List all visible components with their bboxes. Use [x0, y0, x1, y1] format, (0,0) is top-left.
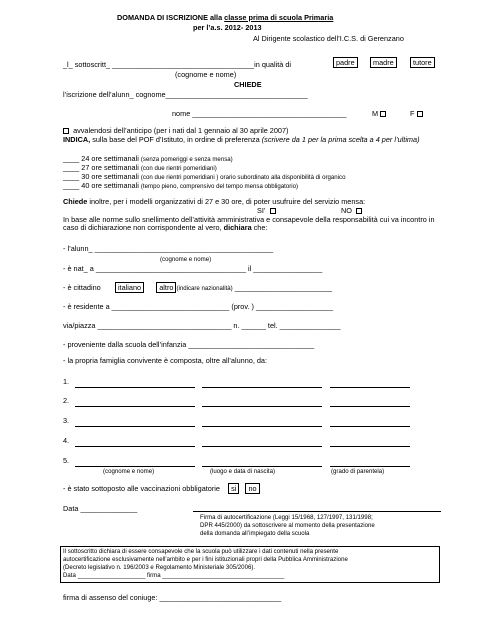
- vaccini-row: [63, 485, 260, 493]
- nazionalita-field[interactable]: ________________________: [234, 283, 333, 292]
- form-title: [117, 14, 333, 22]
- via-field[interactable]: via/piazza _________________________________ n. ______ tel. _______________: [63, 321, 341, 330]
- family-birth-field[interactable]: [202, 406, 322, 407]
- nome-line: nome ______________________________________: [172, 109, 347, 118]
- declaration-paragraph: [63, 216, 441, 233]
- option-blank[interactable]: ____: [63, 154, 80, 163]
- family-row-number: 5.: [63, 456, 70, 465]
- gender-m-label: M: [372, 109, 379, 118]
- signer-line: _l_ sottoscritt_ ___________________________________in qualità di: [63, 60, 292, 69]
- family-relation-field[interactable]: [330, 406, 410, 407]
- role-padre-label[interactable]: padre: [333, 57, 358, 68]
- family-name-field[interactable]: [75, 406, 195, 407]
- gender-f-label: F: [410, 109, 415, 118]
- privacy-data-firma[interactable]: Data ____________________ firma ____________________________________: [63, 572, 285, 579]
- altro-option[interactable]: altro: [156, 282, 176, 293]
- role-tutore-label[interactable]: tutore: [410, 57, 435, 68]
- cittadinanza-row: [63, 284, 332, 292]
- family-relation-field[interactable]: [330, 466, 410, 467]
- vaccini-no-option[interactable]: no: [245, 483, 259, 494]
- mensa-si-label: SI’: [257, 206, 266, 215]
- mensa-no-checkbox[interactable]: [356, 208, 362, 214]
- nato-field[interactable]: - è nat_ a _____________________________________ il _________________: [63, 264, 323, 273]
- gender-m[interactable]: [372, 110, 386, 118]
- option-note: (con due rientri pomeridiani ) orario subordinato alla disponibilità di organico: [140, 174, 346, 181]
- role-tutore[interactable]: [410, 59, 435, 67]
- option-note: (tempo pieno, comprensivo del tempo mensa obbligatorio): [140, 183, 299, 190]
- option-row[interactable]: [63, 182, 298, 190]
- family-caption-name: (cognome e nome): [103, 468, 155, 475]
- gender-f[interactable]: [410, 110, 423, 118]
- option-main: 30 ore settimanali: [79, 172, 141, 181]
- title-prefix: DOMANDA DI ISCRIZIONE alla: [117, 13, 225, 22]
- chiede-heading: CHIEDE: [234, 80, 262, 89]
- residente-field[interactable]: - è residente a _____________________________ (prov. ) ___________________: [63, 302, 334, 311]
- family-name-field[interactable]: [75, 426, 195, 427]
- anticipo-checkbox[interactable]: [63, 128, 69, 134]
- declaration-end: che:: [251, 223, 268, 233]
- firma-caption-2: DPR 445/2000) da sottoscrivere al momento della presentazione: [200, 522, 375, 529]
- option-blank[interactable]: ____: [63, 163, 80, 172]
- firma-caption-1: Firma di autocertificazione (Leggi 15/1968, 127/1997, 131/1998;: [200, 514, 373, 521]
- addressee: Al Dirigente scolastico dell’I.C.S. di Gerenzano: [253, 34, 404, 43]
- mensa-si-checkbox[interactable]: [270, 208, 276, 214]
- family-birth-field[interactable]: [202, 466, 322, 467]
- family-caption-birth: (luogo e data di nascita): [210, 468, 276, 475]
- family-row-number: 4.: [63, 436, 70, 445]
- indica-paragraph: [63, 136, 438, 144]
- option-main: 27 ore settimanali: [79, 163, 141, 172]
- anticipo-text: avvalendosi dell’anticipo (per i nati dal 1 gennaio al 30 aprile 2007): [73, 126, 289, 135]
- option-main: 24 ore settimanali: [79, 154, 141, 163]
- family-name-field[interactable]: [75, 387, 195, 388]
- option-blank[interactable]: ____: [63, 181, 80, 190]
- mensa-line: [63, 198, 365, 206]
- altro-note: (indicare nazionalità): [176, 285, 233, 292]
- alunno-field[interactable]: - l’alunn_ ____________________________________________: [63, 244, 274, 253]
- family-relation-field[interactable]: [330, 387, 410, 388]
- family-caption-relation: (grado di parentela): [331, 468, 385, 475]
- family-relation-field[interactable]: [330, 446, 410, 447]
- option-note: (senza pomeriggi e senza mensa): [140, 156, 233, 163]
- family-birth-field[interactable]: [202, 387, 322, 388]
- role-madre-label[interactable]: madre: [370, 57, 397, 68]
- option-blank[interactable]: ____: [63, 172, 80, 181]
- mensa-bold: Chiede: [63, 197, 88, 206]
- privacy-line-2: autocertificazione esclusivamente nell’ambito e per i fini istituzionali propri della Pubblica Amministrazione: [63, 556, 348, 563]
- firma-caption-3: della domanda all’impiegato della scuola: [200, 530, 310, 537]
- role-madre[interactable]: [370, 59, 397, 67]
- privacy-line-3: (Decreto legislativo n. 196/2003 e Regolamento Ministeriale 305/2006).: [63, 564, 256, 571]
- italiano-option[interactable]: italiano: [115, 282, 144, 293]
- gender-f-checkbox[interactable]: [417, 111, 423, 117]
- mensa-text: inoltre, per i modelli organizzativi di 27 e 30 ore, di poter usufruire del servizio mensa:: [87, 197, 366, 206]
- firma-signature-line[interactable]: [193, 511, 441, 512]
- family-name-field[interactable]: [75, 466, 195, 467]
- family-row-number: 3.: [63, 416, 70, 425]
- mensa-no-label: NO: [341, 206, 352, 215]
- assenso-coniuge-field[interactable]: firma di assenso del coniuge: ______________________________: [63, 593, 282, 602]
- enrol-line: l’iscrizione dell’alunn_ cognome___________________________________: [63, 90, 308, 99]
- option-main: 40 ore settimanali: [79, 181, 141, 190]
- family-name-field[interactable]: [75, 446, 195, 447]
- vaccini-text: - è stato sottoposto alle vaccinazioni obbligatorie: [63, 484, 220, 493]
- family-relation-field[interactable]: [330, 426, 410, 427]
- provenienza-field[interactable]: - proveniente dalla scuola dell’infanzia _______________________________: [63, 340, 315, 349]
- vaccini-si-option[interactable]: si: [228, 483, 239, 494]
- indica-bold: INDICA,: [63, 135, 91, 144]
- family-birth-field[interactable]: [202, 446, 322, 447]
- data-field[interactable]: Data ______________: [63, 504, 138, 513]
- school-year: per l’a.s. 2012- 2013: [193, 23, 262, 32]
- signer-name-caption: (cognome e nome): [175, 70, 237, 79]
- role-padre[interactable]: [333, 59, 358, 67]
- indica-text: sulla base del POF d’Istituto, in ordine di preferenza: [90, 135, 262, 144]
- option-note: (con due rientri pomeridiani): [140, 165, 217, 172]
- family-birth-field[interactable]: [202, 426, 322, 427]
- privacy-line-1: Il sottoscritto dichiara di essere consapevole che la scuola può utilizzare i dati contenuti nella presente: [63, 548, 339, 555]
- title-underlined: classe prima di scuola Primaria: [224, 13, 334, 22]
- indica-italic: (scrivere da 1 per la prima scelta a 4 per l’ultima): [261, 135, 420, 144]
- famiglia-label: - la propria famiglia convivente è composta, oltre all’alunno, da:: [63, 356, 268, 365]
- family-row-number: 1.: [63, 377, 70, 386]
- family-row-number: 2.: [63, 396, 70, 405]
- declaration-bold: dichiara: [223, 223, 252, 233]
- alunno-caption: (cognome e nome): [160, 256, 212, 263]
- declaration-text: In base alle norme sullo snellimento dell’attività amministrativa e consapevole della responsabilità cui va incontro in caso di dichiarazione non corrispondente al vero,: [63, 215, 435, 233]
- cittadino-label: - è cittadino: [63, 283, 101, 292]
- gender-m-checkbox[interactable]: [380, 111, 386, 117]
